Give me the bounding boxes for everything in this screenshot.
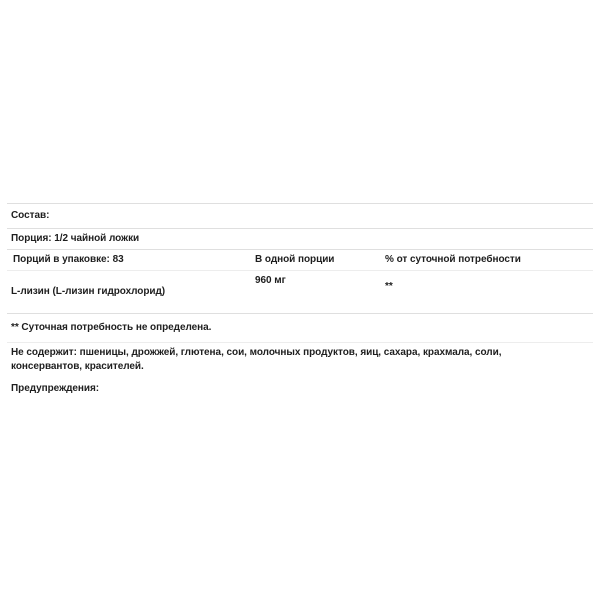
additional-info-section: [7, 342, 593, 396]
nutrient-amount: 960 мг: [255, 275, 286, 286]
supplement-facts-panel: [7, 203, 593, 396]
nutrient-daily-value: **: [385, 281, 393, 292]
servings-per-container-header: Порций в упаковке: 83: [13, 254, 124, 265]
per-serving-header: В одной порции: [255, 254, 335, 265]
nutrient-name: L-лизин (L-лизин гидрохлорид): [11, 286, 166, 297]
daily-value-footnote: ** Суточная потребность не определена.: [7, 313, 593, 342]
table-row: [7, 270, 593, 313]
facts-table-header: [7, 249, 593, 270]
warnings-label: Предупреждения:: [11, 383, 100, 394]
free-from-statement: Не содержит: пшеницы, дрожжей, глютена, сои, молочных продуктов, яиц, сахара, крахмала, соли, консервантов, красителей.: [11, 347, 502, 372]
composition-label: Состав:: [7, 203, 593, 228]
daily-value-header: % от суточной потребности: [385, 254, 521, 265]
serving-size-row: Порция: 1/2 чайной ложки: [7, 228, 593, 249]
